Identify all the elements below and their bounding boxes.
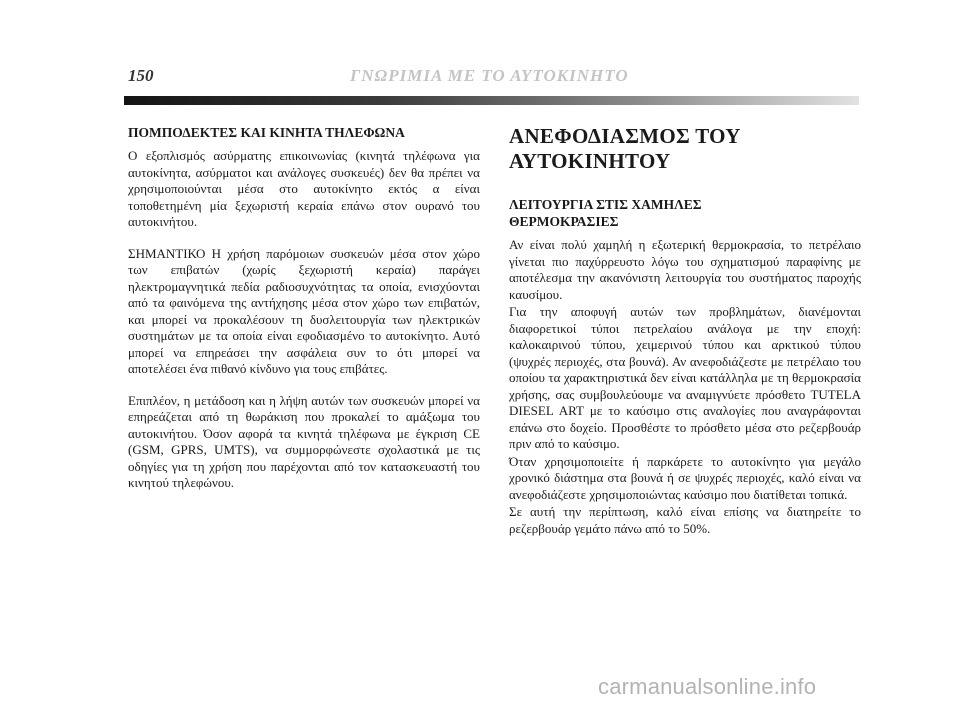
section-heading-line-1: ΛΕΙΤΟΥΡΓΙΑ ΣΤΙΣ ΧΑΜΗΛΕΣ <box>509 197 702 212</box>
section-heading-line-2: ΘΕΡΜΟΚΡΑΣΙΕΣ <box>509 214 619 229</box>
paragraph-tank-level: Σε αυτή την περίπτωση, καλό είναι επίσης να διατηρείτε το ρεζερβουάρ γεμάτο πάνω από το 50%. <box>509 504 861 536</box>
section-heading-low-temperatures <box>509 196 861 230</box>
paragraph-paraffin: Αν είναι πολύ χαμηλή η εξωτερική θερμοκρασία, το πετρέλαιο γίνεται πιο παχύρρευστο λόγω του σχηματισμού παραφίνης με αποτέλεσμα την ακανόνιστη λειτουργία του συστήματος παροχής καυσίμου. <box>509 237 861 302</box>
running-title: ΓΝΩΡΙΜΙΑ ΜΕ ΤΟ ΑΥΤΟΚΙΝΗΤΟ <box>350 66 629 85</box>
paragraph-local-fuel: Όταν χρησιμοποιείτε ή παρκάρετε το αυτοκίνητο για μεγάλο χρονικό διάστημα στα βουνά ή σε ψυχρές περιοχές, καλό είναι να ανεφοδιάζεστε χρησιμοποιώντας καύσιμο που διατίθεται τοπικά. <box>509 453 861 502</box>
page-number: 150 <box>128 66 154 85</box>
paragraph-transmission-shielding: Επιπλέον, η μετάδοση και η λήψη αυτών των συσκευών μπορεί να επηρεάζεται από τη θωράκιση που προκαλεί το αμάξωμα του αυτοκινήτου. Όσον αφορά τα κινητά τηλέφωνα με έγκριση CE (GSM, GPRS, UMTS), να συμμορφώνεστε σχολαστικά με τις οδηγίες για τη χρήση που παρέχονται από τον κατασκευαστή του κινητού τηλεφώνου. <box>128 392 480 490</box>
chapter-title <box>509 124 861 174</box>
section-heading-transceivers: ΠΟΜΠΟΔΕΚΤΕΣ ΚΑΙ ΚΙΝΗΤΑ ΤΗΛΕΦΩΝΑ <box>128 125 405 140</box>
watermark-text: carmanualsonline.info <box>598 674 817 699</box>
left-column <box>128 124 480 507</box>
paragraph-fuel-types: Για την αποφυγή αυτών των προβλημάτων, διανέμονται διαφορετικοί τύποι πετρελαίου ανάλογα με την εποχή: καλοκαιρινού τύπου, χειμερινού τύπου και αρκτικού τύπου (ψυχρές περιοχές, στα βουνά). Αν ανεφοδιάζεστε με πετρέλαιο του οποίου τα χαρακτηριστικά δεν είναι κατάλληλα με τη θερμοκρασία χρήσης, σας συμβουλεύουμε να αναμιγνύετε πρόσθετο TUTELA DIESEL ART με το καύσιμο στις αναλογίες που αναγράφονται επάνω στο δοχείο. Προσθέστε το πρόσθετο μέσα στο ρεζερβουάρ πριν από το καύσιμο. <box>509 304 861 451</box>
header-divider-bar <box>124 96 859 105</box>
low-temperature-body <box>509 237 861 537</box>
chapter-title-line-1: ΑΝΕΦΟΔΙΑΣΜΟΣ ΤΟΥ <box>509 124 741 148</box>
paragraph-transceivers-intro: Ο εξοπλισμός ασύρματης επικοινωνίας (κινητά τηλέφωνα για αυτοκίνητα, ασύρματοι και ανάλογες συσκευές) δεν θα πρέπει να χρησιμοποιούνται μέσα στο αυτοκίνητο εκτός α είναι τοποθετημένη μία ξεχωριστή κεραία επάνω στον ουρανό του αυτοκινήτου. <box>128 148 480 229</box>
right-column <box>509 124 861 538</box>
paragraph-important-notice: ΣΗΜΑΝΤΙΚΟ Η χρήση παρόμοιων συσκευών μέσα στον χώρο των επιβατών (χωρίς ξεχωριστή κεραία) παράγει ηλεκτρομαγνητικά πεδία ραδιοσυχνότητας τα οποία, ενισχύονται από τα φαινόμενα της αντήχησης μέσα στον χώρο των επιβατών, και μπορεί να προκαλέσουν τη δυσλειτουργία των ηλεκτρικών συστημάτων με τα οποία είναι εφοδιασμένο το αυτοκίνητο. Αυτό μπορεί να επηρεάσει την ασφάλεια συν το ότι μπορεί να αποτελέσει ένα πιθανό κίνδυνο για τους επιβάτες. <box>128 245 480 376</box>
chapter-title-line-2: ΑΥΤΟΚΙΝΗΤΟΥ <box>509 149 671 173</box>
